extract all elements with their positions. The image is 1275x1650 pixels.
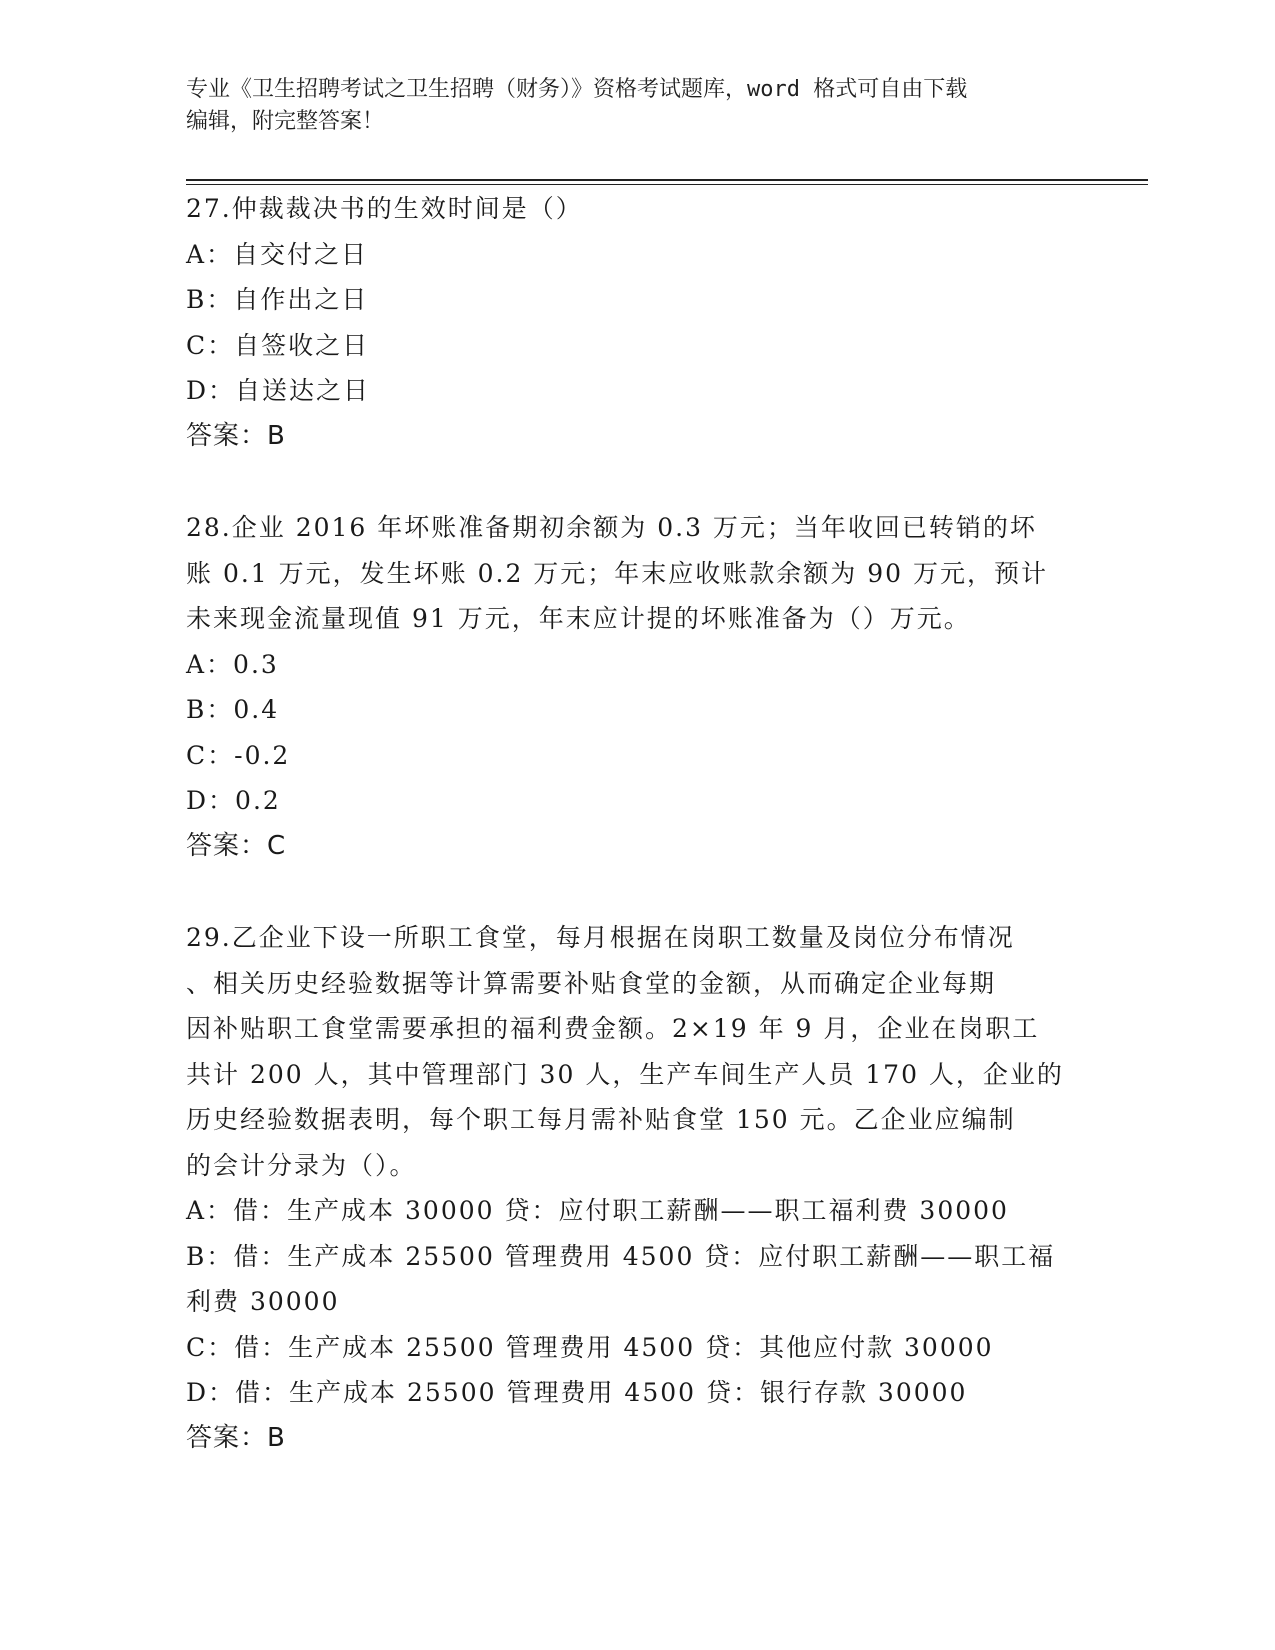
question-stem-line: 28.企业 2016 年坏账准备期初余额为 0.3 万元；当年收回已转销的坏 <box>186 513 1037 542</box>
question-stem-line: 29.乙企业下设一所职工食堂，每月根据在岗职工数量及岗位分布情况 <box>186 923 1015 952</box>
header-divider-thick <box>186 179 1148 181</box>
question-27 <box>186 186 1086 459</box>
question-stem-line: 共计 200 人，其中管理部门 30 人，生产车间生产人员 170 人，企业的 <box>186 1059 1064 1089</box>
option-a: A：0.3 <box>186 649 279 679</box>
question-29 <box>186 915 1086 1461</box>
option-b-continued: 利费 30000 <box>186 1287 340 1316</box>
document-header <box>186 74 1086 138</box>
question-stem-line: 账 0.1 万元，发生坏账 0.2 万元；年末应收账款余额为 90 万元，预计 <box>186 558 1049 588</box>
option-d: D：自送达之日 <box>186 376 371 405</box>
header-line-1: 专业《卫生招聘考试之卫生招聘（财务）》资格考试题库，word 格式可自由下载 <box>186 77 968 102</box>
option-b: B：自作出之日 <box>186 285 369 314</box>
option-c: C：借：生产成本 25500 管理费用 4500 贷：其他应付款 30000 <box>186 1332 994 1362</box>
question-28 <box>186 505 1086 869</box>
answer: 答案：B <box>186 420 286 451</box>
question-stem: 27.仲裁裁决书的生效时间是（） <box>186 194 583 223</box>
option-c: C：-0.2 <box>186 740 291 770</box>
option-a: A：自交付之日 <box>186 239 369 269</box>
question-stem-line: 历史经验数据表明，每个职工每月需补贴食堂 150 元。乙企业应编制 <box>186 1105 1016 1134</box>
option-b: B：0.4 <box>186 695 280 724</box>
question-stem-line: 因补贴职工食堂需要承担的福利费金额。2×19 年 9 月，企业在岗职工 <box>186 1014 1040 1043</box>
header-divider-thin <box>186 184 1148 185</box>
question-list <box>186 186 1086 1461</box>
option-c: C：自签收之日 <box>186 330 370 360</box>
question-stem-line: 的会计分录为（）。 <box>186 1150 417 1180</box>
option-b: B：借：生产成本 25500 管理费用 4500 贷：应付职工薪酬——职工福 <box>186 1241 1056 1271</box>
option-a: A：借：生产成本 30000 贷：应付职工薪酬——职工福利费 30000 <box>186 1196 1009 1225</box>
option-d: D：借：生产成本 25500 管理费用 4500 贷：银行存款 30000 <box>186 1378 968 1407</box>
header-line-2: 编辑，附完整答案！ <box>186 109 385 134</box>
answer: 答案：C <box>186 830 287 861</box>
question-stem-line: 未来现金流量现值 91 万元，年末应计提的坏账准备为（）万元。 <box>186 604 971 633</box>
answer: 答案：B <box>186 1422 286 1453</box>
option-d: D：0.2 <box>186 786 281 815</box>
question-stem-line: 、相关历史经验数据等计算需要补贴食堂的金额，从而确定企业每期 <box>186 968 997 998</box>
